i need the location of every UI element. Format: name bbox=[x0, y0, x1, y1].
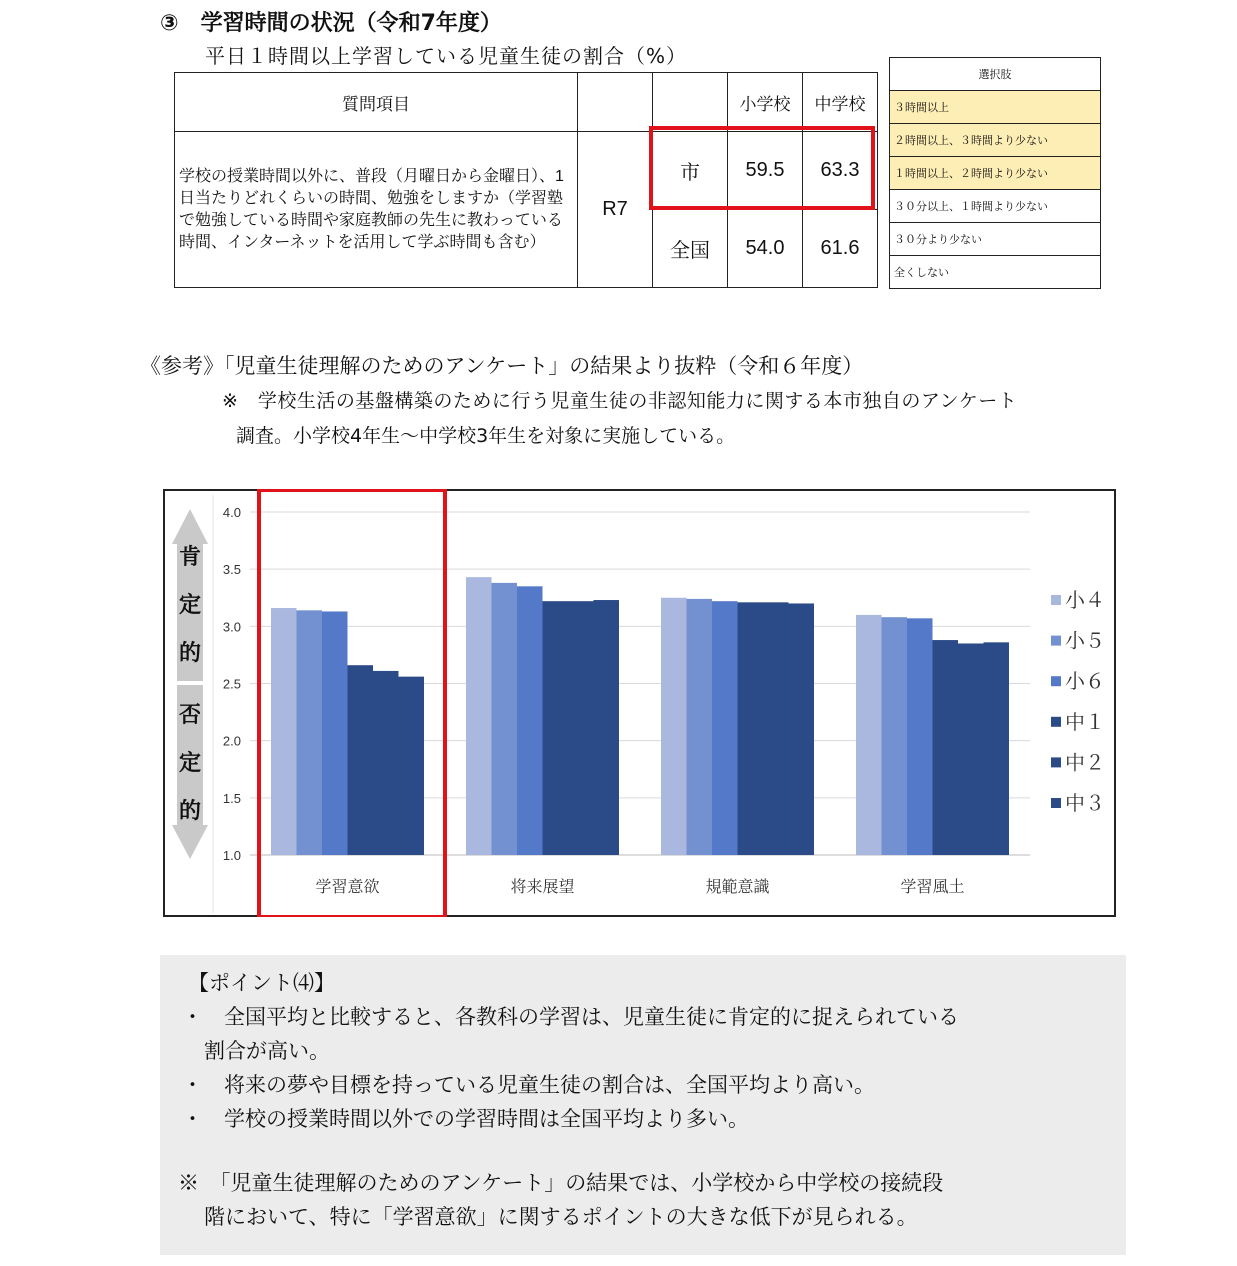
ylabel-negative-char: 否 bbox=[178, 703, 202, 728]
cell-value: 59.5 bbox=[728, 132, 803, 210]
bar-chart bbox=[163, 489, 1116, 917]
legend-label: 中１ bbox=[1065, 709, 1105, 734]
legend-swatch bbox=[1051, 757, 1061, 767]
bar bbox=[882, 617, 908, 855]
bar bbox=[984, 642, 1010, 855]
bar bbox=[348, 665, 374, 855]
choice-item: 全くしない bbox=[890, 256, 1101, 289]
section-title: ③ 学習時間の状況（令和7年度） bbox=[160, 11, 502, 36]
bar bbox=[322, 611, 348, 855]
bar bbox=[907, 618, 933, 855]
y-tick-label: 1.0 bbox=[222, 848, 241, 863]
cell-value: 54.0 bbox=[728, 210, 803, 288]
bar bbox=[789, 603, 815, 855]
legend-swatch bbox=[1051, 717, 1061, 727]
header-question: 質問項目 bbox=[175, 73, 578, 132]
x-tick-label: 将来展望 bbox=[510, 877, 575, 896]
legend-label: 中２ bbox=[1065, 750, 1105, 775]
points-title: 【ポイント⑷】 bbox=[188, 971, 335, 995]
bar bbox=[399, 677, 425, 855]
choice-item: ３０分以上、１時間より少ない bbox=[890, 190, 1101, 223]
legend-label: 小４ bbox=[1065, 588, 1105, 612]
header-junior: 中学校 bbox=[803, 73, 878, 132]
section-subtitle: 平日１時間以上学習している児童生徒の割合（%） bbox=[205, 44, 688, 68]
choice-item: ２時間以上、３時間より少ない bbox=[890, 124, 1101, 157]
legend-label: 中３ bbox=[1065, 791, 1105, 815]
header-blank bbox=[653, 73, 728, 132]
x-tick-label: 学習風土 bbox=[900, 877, 965, 896]
y-tick-label: 1.5 bbox=[222, 790, 241, 806]
legend-label: 小５ bbox=[1065, 628, 1105, 653]
x-tick-label: 学習意欲 bbox=[315, 877, 380, 896]
y-tick-label: 3.0 bbox=[222, 619, 241, 635]
legend-label: 小６ bbox=[1065, 669, 1105, 694]
bar bbox=[517, 586, 543, 855]
legend-swatch bbox=[1051, 676, 1061, 686]
y-tick-label: 4.0 bbox=[222, 505, 241, 520]
bar bbox=[687, 599, 713, 855]
reference-title: 《参考》「児童生徒理解のためのアンケート」の結果より抜粋（令和６年度） bbox=[140, 354, 864, 378]
bar bbox=[543, 601, 569, 855]
cell-value: 61.6 bbox=[803, 210, 878, 288]
bar bbox=[568, 601, 594, 855]
y-tick-label: 3.5 bbox=[222, 562, 241, 578]
choice-item: １時間以上、２時間より少ない bbox=[890, 157, 1101, 190]
header-elementary: 小学校 bbox=[728, 73, 803, 132]
cell-value: 63.3 bbox=[803, 132, 878, 210]
points-box bbox=[160, 955, 1126, 1255]
point-bullet: ・ 全国平均と比較すると、各教科の学習は、児童生徒に肯定的に捉えられている bbox=[182, 1005, 959, 1029]
header-blank bbox=[578, 73, 653, 132]
point-bullet: ・ 学校の授業時間以外での学習時間は全国平均より多い。 bbox=[182, 1107, 749, 1131]
legend-swatch bbox=[1051, 798, 1061, 808]
ylabel-negative-char: 的 bbox=[178, 799, 202, 824]
legend-swatch bbox=[1051, 636, 1061, 646]
survey-header-row bbox=[175, 73, 878, 132]
bar bbox=[738, 602, 764, 855]
x-tick-label: 規範意識 bbox=[705, 877, 770, 896]
row-label: 全国 bbox=[653, 210, 728, 288]
ylabel-positive-char: 定 bbox=[178, 593, 202, 618]
bar bbox=[856, 615, 882, 855]
bar bbox=[661, 598, 687, 855]
reference-note: 調査。小学校4年生～中学校3年生を対象に実施している。 bbox=[236, 425, 736, 447]
bar bbox=[594, 600, 620, 855]
choices-title: 選択肢 bbox=[890, 58, 1101, 91]
ylabel-negative-char: 定 bbox=[178, 751, 202, 776]
y-tick-label: 2.5 bbox=[222, 676, 241, 692]
choices-legend bbox=[889, 57, 1101, 289]
bar bbox=[373, 671, 399, 855]
point-note: ※ 「児童生徒理解のためのアンケート」の結果では、小学校から中学校の接続段 bbox=[178, 1171, 944, 1195]
reference-note: ※ 学校生活の基盤構築のために行う児童生徒の非認知能力に関する本市独自のアンケート bbox=[222, 390, 1018, 412]
legend-swatch bbox=[1051, 595, 1061, 605]
bar bbox=[712, 601, 738, 855]
down-arrow-icon bbox=[172, 825, 208, 859]
city-highlight-box bbox=[649, 126, 875, 210]
bar bbox=[933, 640, 959, 855]
point-bullet: ・ 将来の夢や目標を持っている児童生徒の割合は、全国平均より高い。 bbox=[182, 1073, 875, 1097]
ylabel-positive-char: 肯 bbox=[178, 545, 202, 570]
up-arrow-icon bbox=[172, 509, 208, 544]
point-note: 階において、特に「学習意欲」に関するポイントの大きな低下が見られる。 bbox=[204, 1205, 918, 1229]
choice-item: ３０分より少ない bbox=[890, 223, 1101, 256]
y-tick-label: 2.0 bbox=[222, 733, 241, 749]
point-bullet: 割合が高い。 bbox=[204, 1039, 330, 1063]
question-text: 学校の授業時間以外に、普段（月曜日から金曜日）、1日当たりどれくらいの時間、勉強をしますか（学習塾で勉強している時間や家庭教師の先生に教わっている時間、インターネットを活用して学ぶ時間も含む） bbox=[175, 132, 578, 288]
bar bbox=[297, 610, 323, 855]
choice-item: ３時間以上 bbox=[890, 91, 1101, 124]
year-cell: R7 bbox=[578, 132, 653, 288]
bar bbox=[763, 602, 789, 855]
ylabel-positive-char: 的 bbox=[178, 641, 202, 666]
bar bbox=[466, 577, 492, 855]
row-label: 市 bbox=[653, 132, 728, 210]
bar bbox=[492, 583, 518, 855]
bar bbox=[958, 643, 984, 855]
bar bbox=[271, 608, 297, 855]
